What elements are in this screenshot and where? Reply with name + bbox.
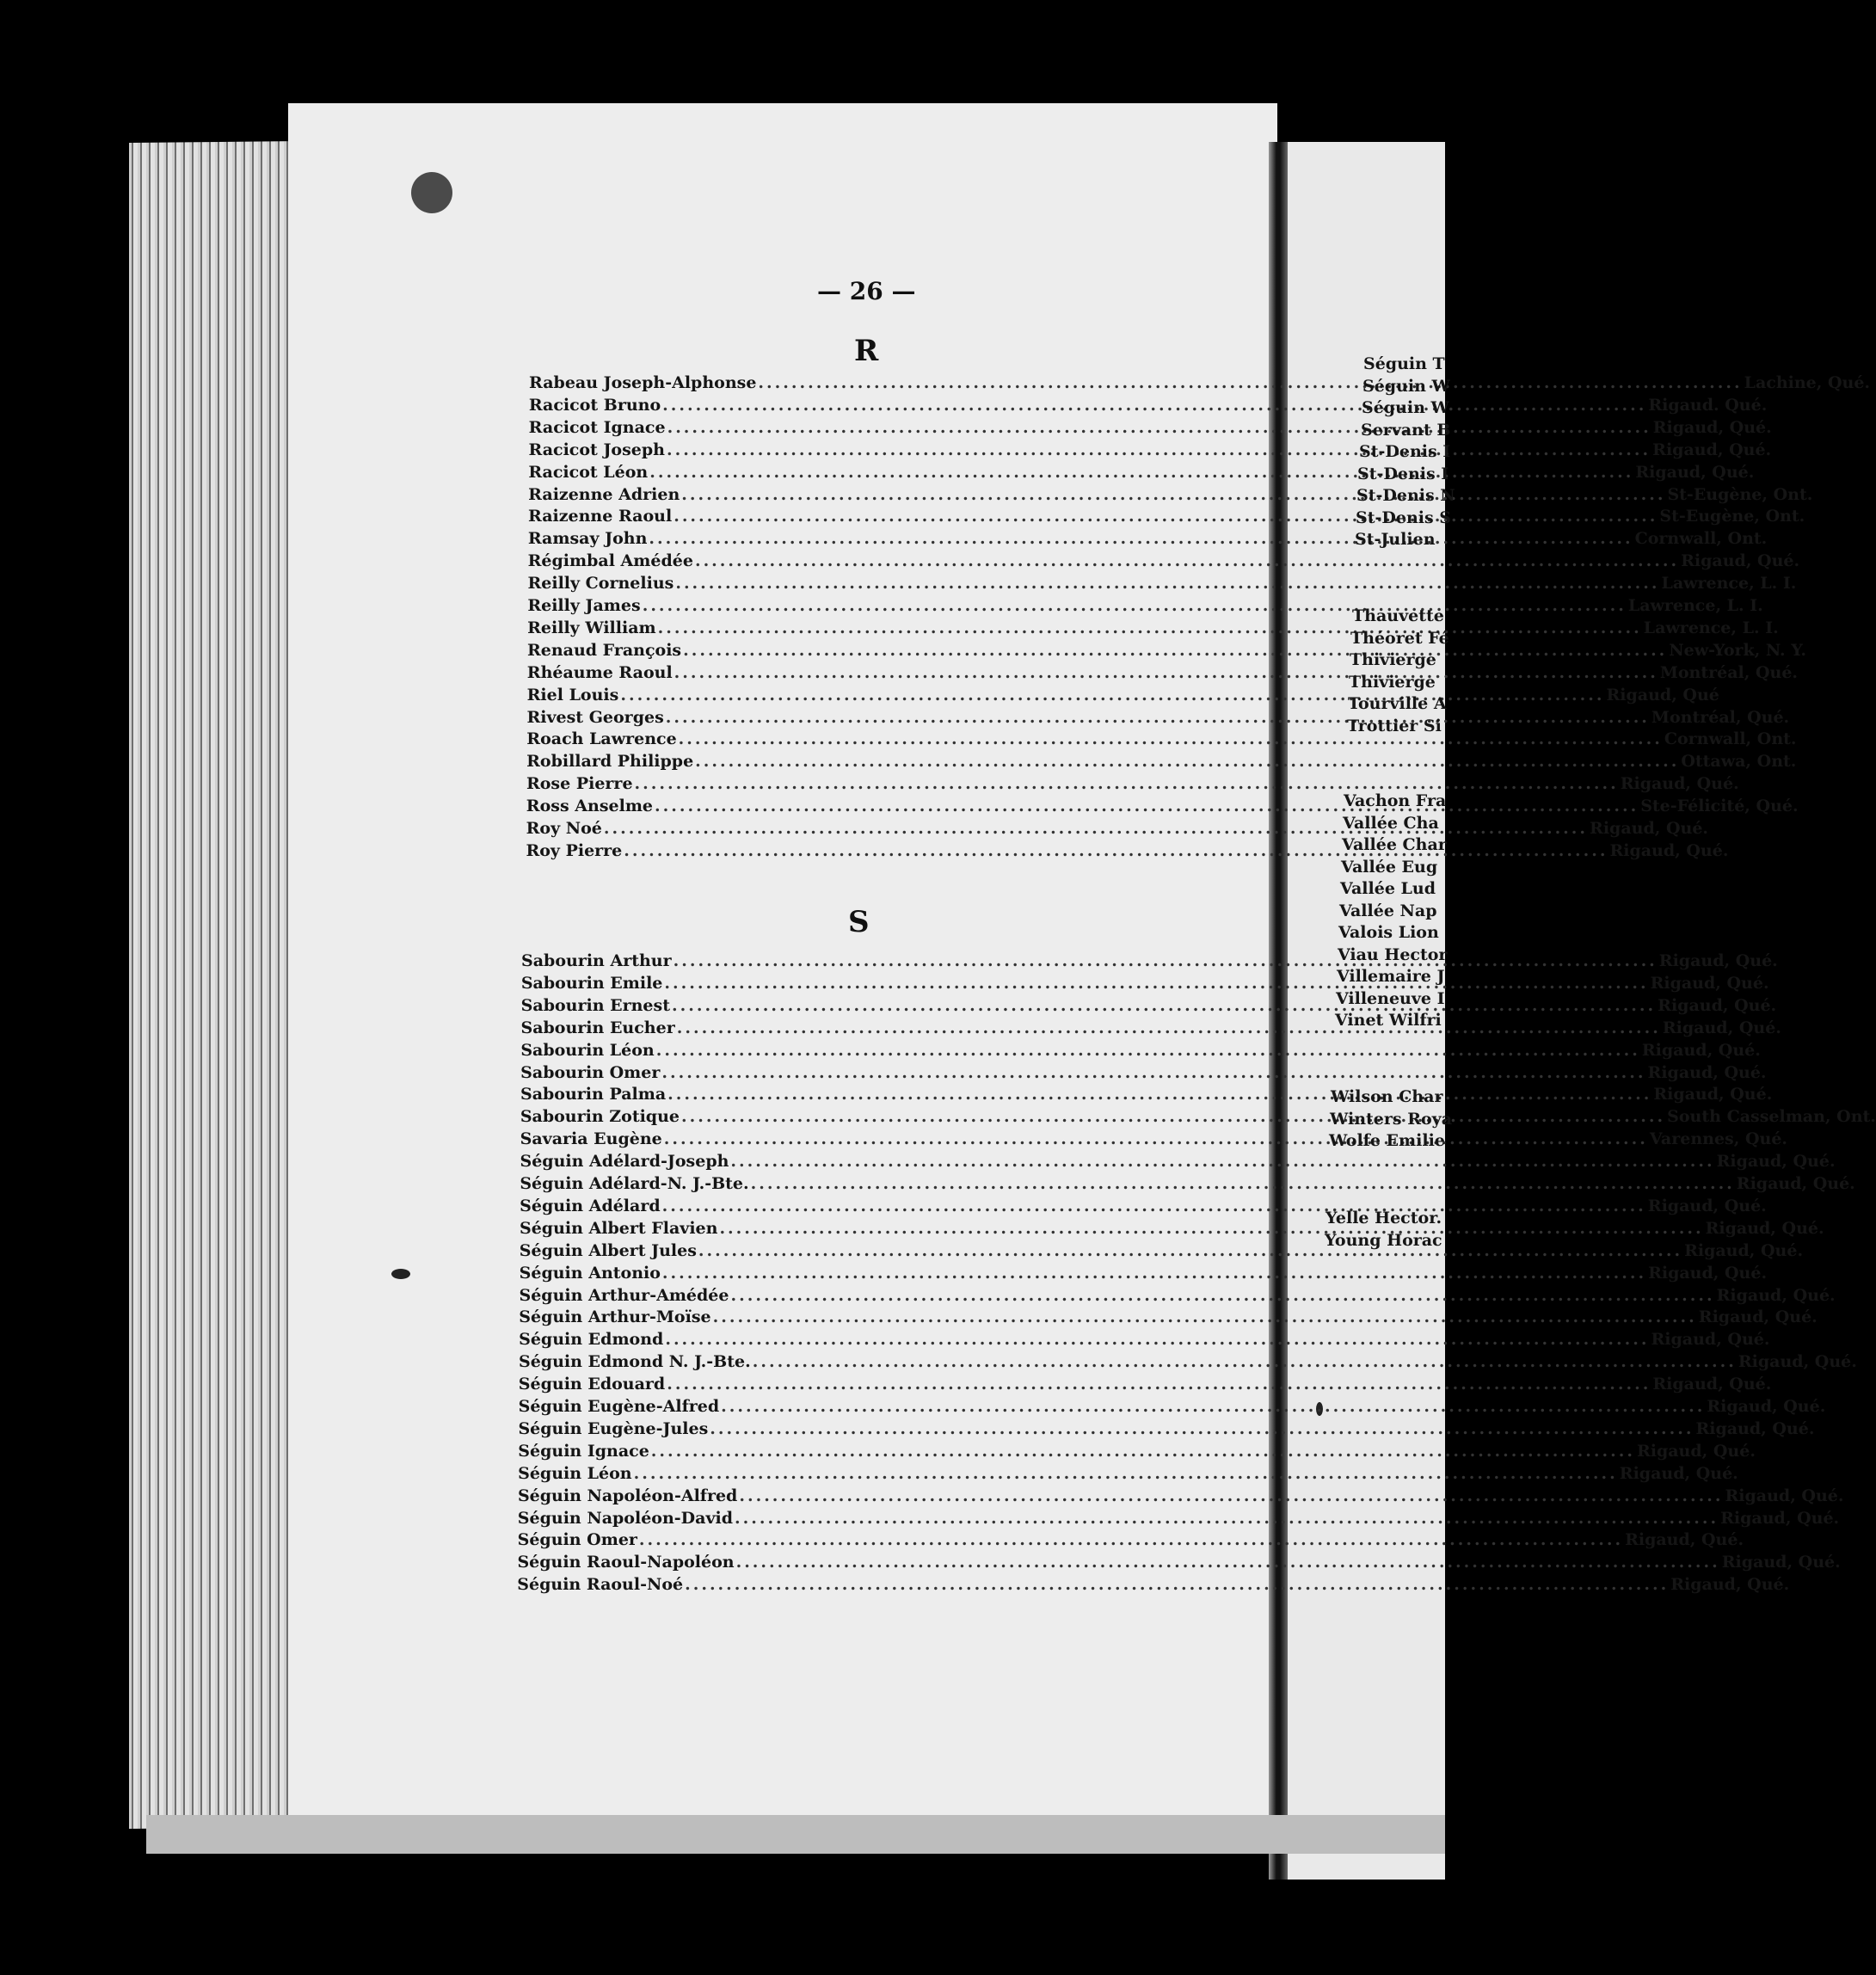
entry-name: Rivest Georges [526,707,664,727]
entry-place: Rigaud, Qué. [1636,1441,1756,1461]
next-page-fragment: St-Denis N [1356,486,1455,505]
section-letter: S [848,905,870,939]
next-page-fragment: St-Denis I [1357,465,1449,483]
list-item [518,1375,1772,1395]
list-item [517,1575,1790,1596]
list-item [527,574,1797,594]
entry-name: Rose Pierre [526,774,633,794]
entry-name: Sabourin Palma [520,1085,667,1104]
entry-place: Rigaud, Qué. [1662,1018,1781,1037]
entry-name: Sabourin Arthur [521,951,672,970]
list-item [519,1263,1768,1284]
list-item [518,1397,1826,1418]
entry-place: Rigaud, Qué. [1658,995,1777,1015]
entry-place: Rigaud, Qué. [1736,1174,1855,1193]
entry-place: St-Eugène, Ont. [1659,507,1805,526]
entry-place: Montréal, Qué. [1651,707,1790,727]
entry-name: Rhéaume Raoul [526,662,673,682]
dot-leader [667,440,1651,459]
entry-place: Rigaud, Qué. [1647,1196,1767,1215]
dot-leader [667,418,1651,437]
list-item [520,1196,1767,1217]
list-item [518,1352,1857,1373]
next-page-fragment: Vinet Wilfri [1335,1011,1442,1030]
list-item [520,1040,1761,1061]
entry-name: Rabeau Joseph-Alphonse [529,373,757,392]
entry-place: Rigaud, Qué. [1653,1085,1773,1104]
entry-place: Rigaud, Qué. [1716,1285,1836,1305]
entry-name: Séguin Raoul-Napoléon [517,1553,735,1572]
next-page-fragment: Wilson Char [1331,1087,1443,1106]
dot-leader [758,373,1742,392]
dot-leader [620,686,1604,704]
dot-leader [656,1041,1640,1060]
next-page-fragment: St-Denis S [1356,508,1452,527]
next-page-fragment: Thivierge [1350,650,1436,669]
entry-name: Séguin Albert Jules [519,1240,697,1260]
entry-name: Riel Louis [526,685,619,704]
dot-leader [713,1307,1697,1326]
next-page-fragment: Thivierge [1349,673,1436,692]
entry-place: Rigaud, Qué. [1738,1352,1857,1372]
entry-name: Roach Lawrence [526,729,677,749]
entry-place: Rigaud, Qué [1606,685,1719,704]
dot-leader [730,1286,1714,1305]
entry-place: Ste-Félicité, Qué. [1640,797,1799,816]
dot-leader [721,1397,1705,1416]
next-page-fragment: Servant B [1361,421,1451,440]
entry-name: Reilly William [527,618,656,637]
entry-name: Séguin Antonio [519,1263,661,1283]
dot-leader [662,1197,1646,1215]
entry-place: Rigaud, Qué. [1647,1062,1767,1082]
dot-leader [639,1530,1623,1549]
dot-leader [674,507,1658,526]
ink-speck [391,1269,410,1279]
entry-place: Rigaud, Qué. [1698,1307,1818,1327]
list-item [517,1553,1841,1573]
dot-leader [651,1442,1635,1461]
list-item [527,551,1800,572]
entry-place: Rigaud, Qué. [1609,840,1729,860]
entry-name: Séguin Edmond N. J.-Bte. [518,1352,751,1372]
entry-name: Reilly James [527,596,641,615]
entry-name: Raizenne Raoul [527,507,673,526]
entry-name: Sabourin Emile [520,973,663,993]
entry-name: Séguin Napoléon-David [517,1508,733,1528]
page-bottom-edge [146,1815,1445,1854]
list-item [526,774,1739,795]
entry-name: Sabourin Eucher [520,1018,675,1037]
dot-leader [635,774,1619,793]
entry-place: Rigaud, Qué. [1720,1508,1840,1528]
next-page-fragment: Yelle Hector. [1326,1209,1442,1227]
next-page-fragment: Villeneuve I [1336,989,1445,1008]
dot-leader [677,1018,1661,1037]
entry-name: Roy Pierre [526,840,623,860]
dot-leader [674,663,1658,682]
page-number: — 26 — [817,277,916,305]
list-item [520,1062,1767,1084]
dot-leader [675,574,1659,593]
next-page-fragment: Viau Hector [1338,945,1448,964]
next-page-fragment: Vallée Cha [1343,814,1439,833]
dot-leader [667,1085,1651,1104]
next-page-fragment: Vallée Lud [1340,879,1436,898]
list-item [519,1330,1770,1351]
dot-leader [739,1486,1723,1505]
entry-name: Séguin Arthur-Moïse [519,1307,711,1327]
entry-name: Reilly Cornelius [527,574,674,594]
entry-place: Rigaud, Qué. [1650,973,1769,993]
dot-leader [679,729,1663,748]
next-page-fragment: Villemaire J [1337,967,1445,986]
entry-name: Régimbal Amédée [527,551,693,571]
dot-leader [634,1464,1618,1483]
list-item [517,1486,1844,1507]
entry-name: Séguin Raoul-Noé [517,1575,684,1595]
next-page-fragment: St-Denis I [1359,442,1451,461]
entry-name: Sabourin Zotique [520,1107,680,1127]
entry-name: Renaud François [526,640,682,660]
ink-blot [411,172,452,213]
next-page-fragment: Young Horac [1325,1231,1442,1250]
next-page-fragment: Wolfe Emilie [1329,1131,1445,1150]
entry-place: Lawrence, L. I. [1643,618,1779,637]
entry-place: Rigaud, Qué. [1652,1375,1772,1394]
list-item [526,752,1797,772]
next-page-fragment: Vallée Eug [1341,858,1438,877]
next-page-fragment: Séguin W [1362,398,1449,417]
entry-place: St-Eugène, Ont. [1667,484,1813,504]
dot-leader [681,485,1665,504]
entry-name: Sabourin Léon [520,1040,655,1060]
entry-place: Rigaud, Qué. [1658,951,1778,970]
entry-name: Séguin Arthur-Amédée [519,1285,729,1305]
list-item [518,1418,1815,1440]
dot-leader [735,1509,1719,1528]
entry-name: Séguin Adélard-N. J.-Bte. [520,1174,749,1193]
dot-leader [655,797,1639,815]
entry-name: Ross Anselme [526,797,654,816]
next-page-fragment: Séguin W [1362,377,1450,396]
entry-place: Rigaud, Qué. [1619,1463,1738,1483]
dot-leader [685,1575,1669,1594]
entry-name: Savaria Eugène [520,1129,662,1149]
entry-place: Rigaud, Qué. [1641,1040,1761,1060]
list-item [520,1152,1836,1172]
entry-place: Rigaud, Qué. [1716,1152,1836,1172]
entry-place: Rigaud, Qué. [1725,1486,1844,1505]
next-page-fragment: Vachon Fra [1344,791,1447,810]
list-item [517,1530,1744,1551]
entry-place: Rigaud, Qué. [1652,440,1772,459]
entry-place: Lawrence, L. I. [1627,596,1763,615]
list-item [519,1285,1836,1307]
entry-name: Racicot Joseph [528,440,665,459]
next-page-fragment: Trottier Si [1347,717,1442,735]
dot-leader [662,396,1646,415]
entry-name: Séguin Léon [518,1463,632,1483]
entry-place: Cornwall, Ont. [1664,729,1797,749]
entry-place: Rigaud, Qué. [1625,1530,1744,1550]
next-page-fragment: Tourville A [1348,694,1447,713]
list-item [519,1307,1818,1328]
dot-leader [683,641,1667,660]
entry-place: Montréal, Qué. [1659,662,1799,682]
entry-place: Rigaud, Qué. [1705,1218,1824,1238]
list-item [520,1174,1855,1195]
list-item [518,1463,1738,1485]
entry-name: Séguin Albert Flavien [519,1218,718,1238]
entry-name: Séguin Adélard [520,1196,661,1215]
next-page-fragment: Thauvette [1352,606,1444,625]
entry-name: Ramsay John [527,529,648,549]
entry-name: Robillard Philippe [526,752,694,772]
entry-place: Rigaud, Qué. [1652,417,1772,437]
entry-name: Séguin Omer [517,1530,637,1550]
list-item [517,1508,1840,1529]
dot-leader [664,974,1648,993]
dot-leader [698,1241,1682,1260]
dot-leader [666,708,1650,727]
entry-place: Ottawa, Ont. [1681,752,1797,772]
next-page-fragment: Valois Lion [1338,923,1439,942]
dot-leader [730,1152,1714,1171]
entry-name: Racicot Bruno [528,395,661,415]
list-item [518,1441,1756,1462]
dot-leader [681,1107,1665,1126]
entry-place: Rigaud. Qué. [1648,395,1768,415]
dot-leader [624,841,1608,860]
dot-leader [649,463,1633,482]
dot-leader [695,752,1679,771]
entry-place: Rigaud, Qué. [1651,1330,1770,1350]
entry-place: South Casselman, Ont. [1667,1107,1876,1127]
entry-place: Rigaud, Qué. [1590,819,1709,838]
entry-name: Sabourin Omer [520,1062,661,1082]
entry-name: Séguin Adélard-Joseph [520,1152,729,1172]
dot-leader [695,551,1679,570]
entry-name: Sabourin Ernest [520,995,670,1015]
dot-leader [751,1174,1735,1193]
entry-name: Racicot Léon [528,462,649,482]
dot-leader [672,996,1656,1015]
entry-place: New-York, N. Y. [1669,640,1807,660]
entry-name: Séguin Eugène-Alfred [518,1397,720,1416]
next-page-fragment: St-Julien [1355,530,1436,549]
entry-name: Séguin Edmond [519,1330,664,1350]
entry-place: Varennes, Qué. [1649,1129,1788,1149]
next-page-fragment: Vallée Nap [1339,901,1437,920]
dot-leader [736,1553,1720,1572]
entry-place: Rigaud, Qué. [1670,1575,1790,1595]
dot-leader [665,1330,1649,1349]
dot-leader [667,1375,1651,1394]
dot-leader [662,1264,1646,1283]
entry-place: Rigaud, Qué. [1635,462,1755,482]
entry-place: Lawrence, L. I. [1661,574,1797,594]
entry-name: Séguin Napoléon-Alfred [517,1486,738,1505]
dot-leader [674,951,1658,970]
entry-place: Rigaud, Qué. [1620,774,1739,794]
dot-leader [643,596,1627,615]
entry-place: Rigaud, Qué. [1681,551,1800,571]
next-page-fragment: Winters Roya [1330,1110,1453,1129]
entry-name: Séguin Eugène-Jules [518,1418,709,1438]
entry-place: Rigaud, Qué. [1684,1240,1804,1260]
entry-place: Lachine, Qué. [1744,373,1871,392]
dot-leader [661,1063,1645,1082]
entry-name: Roy Noé [526,819,602,838]
entry-place: Cornwall, Ont. [1634,529,1768,549]
entry-place: Rigaud, Qué. [1695,1418,1815,1438]
page-edges-stack [129,141,301,1829]
list-item [526,729,1797,750]
dot-leader [710,1419,1694,1438]
dot-leader [649,529,1633,548]
next-page-fragment: Vallée Char [1342,835,1447,854]
entry-place: Rigaud, Qué. [1648,1263,1768,1283]
entry-place: Rigaud, Qué. [1707,1397,1826,1416]
entry-name: Séguin Edouard [518,1375,666,1394]
section-letter: R [854,334,879,368]
entry-place: Rigaud, Qué. [1721,1553,1841,1572]
entry-name: Séguin Ignace [518,1441,649,1461]
dot-leader [664,1129,1648,1148]
next-page-fragment: Théoret Fé [1350,629,1449,648]
dot-leader [753,1352,1737,1371]
dot-leader [658,618,1642,637]
entry-name: Racicot Ignace [528,417,666,437]
entry-name: Raizenne Adrien [528,484,680,504]
dot-leader [719,1219,1703,1238]
next-page-fragment: Séguin T [1363,354,1445,373]
